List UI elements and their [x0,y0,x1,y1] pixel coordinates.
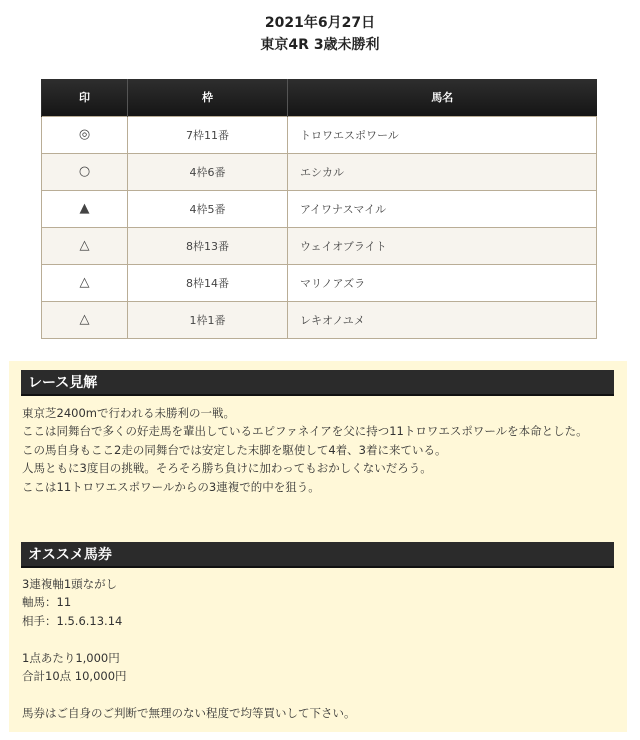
tickets-line: 軸馬：11 [22,595,72,610]
tickets-line: 馬券はご自身のご判断で無理のない程度で均等買いして下さい。 [22,705,356,720]
tickets-line: 相手：1.5.6.13.14 [22,613,123,628]
pick-mark: ◎ [42,116,128,153]
pick-frame: 8枠14番 [128,264,288,301]
pick-frame: 4枠6番 [128,153,288,190]
table-row [42,116,597,153]
analysis-text [22,404,588,496]
table-row [42,227,597,264]
table-row [42,301,597,338]
pick-mark: ▲ [42,190,128,227]
tickets-line [22,630,356,648]
pick-frame: 1枠1番 [128,301,288,338]
tickets-text [22,575,356,722]
pick-horse-name: エシカル [288,153,597,190]
picks-table [41,79,597,339]
pick-frame: 8枠13番 [128,227,288,264]
column-header-frame: 枠 [128,79,288,116]
section-heading-analysis: レース見解 [21,370,614,396]
pick-horse-name: アイワナスマイル [288,190,597,227]
column-header-horse: 馬名 [288,79,597,116]
table-row [42,153,597,190]
tickets-line: 1点あたり1,000円 [22,650,120,665]
analysis-line: ここは11トロワエスポワールからの3連複で的中を狙う。 [22,479,320,494]
tickets-line: 3連複軸1頭ながし [22,577,118,591]
pick-mark: △ [42,301,128,338]
table-header-row [42,79,597,116]
pick-horse-name: レキオノユメ [288,301,597,338]
section-heading-tickets: オススメ馬券 [21,542,614,568]
column-header-mark: 印 [42,79,128,116]
tickets-line: 合計10点 10,000円 [22,668,127,683]
tickets-line [22,685,356,703]
pick-mark: △ [42,264,128,301]
analysis-line: 人馬ともに3度目の挑戦。そろそろ勝ち負けに加わってもおかしくないだろう。 [22,461,432,476]
race-date: 2021年6月27日 [264,15,376,31]
pick-mark: ○ [42,153,128,190]
analysis-line: 東京芝2400mで行われる未勝利の一戦。 [22,406,235,420]
analysis-line: ここは同舞台で多くの好走馬を輩出しているエピファネイアを父に持つ11トロワエスポワールを本命とした。 [22,424,588,439]
pick-mark: △ [42,227,128,264]
table-row [42,264,597,301]
table-row [42,190,597,227]
commentary-panel [9,361,627,732]
pick-horse-name: ウェイオブライト [288,227,597,264]
race-title: 東京4R 3歳未勝利 [260,37,380,53]
pick-frame: 4枠5番 [128,190,288,227]
pick-frame: 7枠11番 [128,116,288,153]
analysis-line: この馬自身もここ2走の同舞台では安定した末脚を駆使して4着、3着に来ている。 [22,442,447,457]
pick-horse-name: トロワエスポワール [288,116,597,153]
pick-horse-name: マリノアズラ [288,264,597,301]
